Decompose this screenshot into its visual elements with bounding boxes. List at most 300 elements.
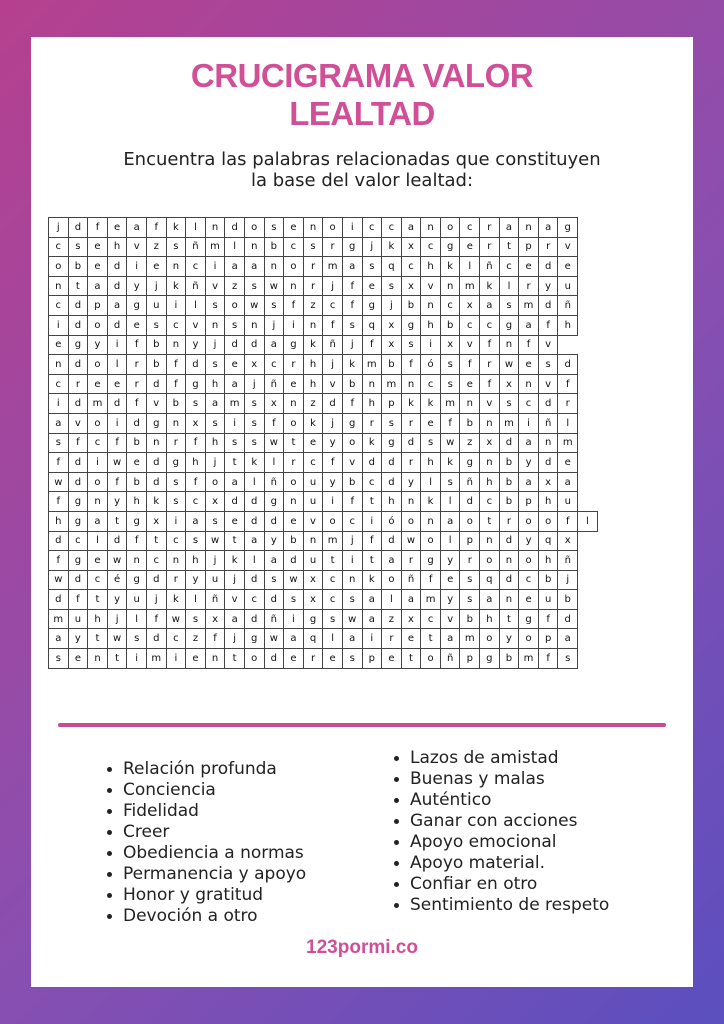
grid-cell[interactable]: d bbox=[68, 355, 88, 375]
grid-cell[interactable]: h bbox=[205, 433, 225, 453]
grid-cell[interactable]: m bbox=[88, 394, 108, 414]
grid-cell[interactable]: w bbox=[401, 531, 421, 551]
grid-cell[interactable]: l bbox=[558, 413, 578, 433]
grid-cell[interactable]: h bbox=[107, 237, 127, 257]
grid-cell[interactable]: c bbox=[323, 296, 343, 316]
grid-cell[interactable]: n bbox=[303, 531, 323, 551]
grid-cell[interactable]: c bbox=[244, 590, 264, 610]
grid-cell[interactable]: s bbox=[264, 296, 284, 316]
grid-cell[interactable]: j bbox=[323, 355, 343, 375]
grid-cell[interactable]: d bbox=[284, 551, 304, 571]
grid-cell[interactable]: x bbox=[538, 472, 558, 492]
grid-cell[interactable]: s bbox=[382, 276, 402, 296]
grid-cell[interactable]: d bbox=[382, 453, 402, 473]
grid-cell[interactable]: c bbox=[421, 609, 441, 629]
grid-cell[interactable]: a bbox=[107, 296, 127, 316]
grid-cell[interactable]: t bbox=[88, 590, 108, 610]
grid-cell[interactable]: e bbox=[421, 413, 441, 433]
grid-cell[interactable]: c bbox=[460, 218, 480, 238]
grid-cell[interactable]: n bbox=[303, 315, 323, 335]
grid-cell[interactable]: f bbox=[107, 472, 127, 492]
grid-cell[interactable]: ñ bbox=[186, 276, 206, 296]
grid-cell[interactable]: b bbox=[499, 472, 519, 492]
grid-cell[interactable]: g bbox=[480, 649, 500, 669]
grid-cell[interactable]: b bbox=[401, 296, 421, 316]
grid-cell[interactable]: k bbox=[342, 355, 362, 375]
grid-cell[interactable]: d bbox=[264, 511, 284, 531]
grid-cell[interactable]: d bbox=[499, 433, 519, 453]
grid-cell[interactable]: s bbox=[186, 394, 206, 414]
grid-cell[interactable]: ñ bbox=[205, 590, 225, 610]
grid-cell[interactable]: g bbox=[186, 374, 206, 394]
grid-cell[interactable]: i bbox=[166, 511, 186, 531]
grid-cell[interactable]: b bbox=[146, 335, 166, 355]
grid-cell[interactable]: o bbox=[382, 570, 402, 590]
grid-cell[interactable]: l bbox=[421, 472, 441, 492]
grid-cell[interactable]: a bbox=[480, 590, 500, 610]
grid-cell[interactable]: o bbox=[538, 511, 558, 531]
grid-cell[interactable]: w bbox=[166, 609, 186, 629]
grid-cell[interactable]: w bbox=[440, 433, 460, 453]
grid-cell[interactable]: j bbox=[558, 570, 578, 590]
grid-cell[interactable]: a bbox=[382, 551, 402, 571]
grid-cell[interactable]: g bbox=[342, 237, 362, 257]
grid-cell[interactable]: c bbox=[186, 492, 206, 512]
grid-cell[interactable]: m bbox=[323, 257, 343, 277]
grid-cell[interactable]: a bbox=[264, 335, 284, 355]
grid-cell[interactable]: o bbox=[342, 433, 362, 453]
grid-cell[interactable]: f bbox=[127, 531, 147, 551]
grid-cell[interactable]: ñ bbox=[460, 472, 480, 492]
grid-cell[interactable]: n bbox=[421, 296, 441, 316]
grid-cell[interactable]: s bbox=[460, 570, 480, 590]
grid-cell[interactable]: a bbox=[49, 413, 69, 433]
grid-cell[interactable]: t bbox=[284, 433, 304, 453]
grid-cell[interactable]: r bbox=[519, 276, 539, 296]
grid-cell[interactable]: k bbox=[421, 394, 441, 414]
grid-cell[interactable]: b bbox=[382, 355, 402, 375]
grid-cell[interactable]: j bbox=[382, 296, 402, 316]
grid-cell[interactable]: j bbox=[342, 531, 362, 551]
grid-cell[interactable]: s bbox=[264, 218, 284, 238]
grid-cell[interactable]: s bbox=[186, 609, 206, 629]
grid-cell[interactable]: d bbox=[107, 315, 127, 335]
grid-cell[interactable]: a bbox=[244, 531, 264, 551]
grid-cell[interactable]: e bbox=[88, 237, 108, 257]
grid-cell[interactable]: t bbox=[225, 531, 245, 551]
grid-cell[interactable]: f bbox=[342, 296, 362, 316]
grid-cell[interactable]: l bbox=[88, 531, 108, 551]
grid-cell[interactable]: d bbox=[244, 511, 264, 531]
grid-cell[interactable]: j bbox=[225, 629, 245, 649]
grid-cell[interactable]: ñ bbox=[323, 335, 343, 355]
grid-cell[interactable]: p bbox=[519, 237, 539, 257]
grid-cell[interactable]: d bbox=[68, 394, 88, 414]
grid-cell[interactable]: v bbox=[538, 374, 558, 394]
grid-cell[interactable]: e bbox=[284, 374, 304, 394]
grid-cell[interactable]: l bbox=[186, 296, 206, 316]
grid-cell[interactable]: g bbox=[166, 453, 186, 473]
grid-cell[interactable]: ñ bbox=[480, 257, 500, 277]
grid-cell[interactable]: x bbox=[401, 609, 421, 629]
grid-cell[interactable]: l bbox=[244, 551, 264, 571]
grid-cell[interactable]: ñ bbox=[440, 649, 460, 669]
grid-cell[interactable]: e bbox=[362, 276, 382, 296]
grid-cell[interactable]: g bbox=[146, 413, 166, 433]
grid-cell[interactable]: d bbox=[186, 355, 206, 375]
grid-cell[interactable]: s bbox=[558, 649, 578, 669]
grid-cell[interactable]: z bbox=[225, 276, 245, 296]
grid-cell[interactable]: n bbox=[519, 218, 539, 238]
grid-cell[interactable]: r bbox=[362, 413, 382, 433]
grid-cell[interactable]: f bbox=[538, 649, 558, 669]
grid-cell[interactable]: r bbox=[401, 551, 421, 571]
grid-cell[interactable]: m bbox=[558, 433, 578, 453]
grid-cell[interactable]: b bbox=[342, 374, 362, 394]
grid-cell[interactable]: l bbox=[264, 453, 284, 473]
grid-cell[interactable]: b bbox=[460, 609, 480, 629]
grid-cell[interactable]: j bbox=[342, 335, 362, 355]
grid-cell[interactable]: s bbox=[166, 237, 186, 257]
grid-cell[interactable]: d bbox=[146, 374, 166, 394]
grid-cell[interactable]: t bbox=[421, 629, 441, 649]
grid-cell[interactable]: k bbox=[146, 492, 166, 512]
grid-cell[interactable]: o bbox=[244, 649, 264, 669]
grid-cell[interactable]: e bbox=[146, 257, 166, 277]
grid-cell[interactable]: j bbox=[107, 609, 127, 629]
grid-cell[interactable]: j bbox=[49, 218, 69, 238]
grid-cell[interactable]: k bbox=[303, 413, 323, 433]
grid-cell[interactable]: n bbox=[88, 649, 108, 669]
grid-cell[interactable]: w bbox=[244, 296, 264, 316]
grid-cell[interactable]: d bbox=[558, 609, 578, 629]
grid-cell[interactable]: d bbox=[244, 570, 264, 590]
grid-cell[interactable]: y bbox=[440, 590, 460, 610]
grid-cell[interactable]: i bbox=[323, 492, 343, 512]
grid-cell[interactable]: g bbox=[127, 570, 147, 590]
grid-cell[interactable]: j bbox=[264, 315, 284, 335]
grid-cell[interactable]: y bbox=[519, 453, 539, 473]
grid-cell[interactable]: b bbox=[342, 472, 362, 492]
grid-cell[interactable]: a bbox=[284, 629, 304, 649]
grid-cell[interactable]: v bbox=[205, 276, 225, 296]
grid-cell[interactable]: z bbox=[303, 296, 323, 316]
grid-cell[interactable]: o bbox=[244, 218, 264, 238]
grid-cell[interactable]: t bbox=[107, 511, 127, 531]
grid-cell[interactable]: c bbox=[323, 570, 343, 590]
grid-cell[interactable]: f bbox=[127, 335, 147, 355]
grid-cell[interactable]: d bbox=[49, 531, 69, 551]
grid-cell[interactable]: r bbox=[166, 570, 186, 590]
grid-cell[interactable]: k bbox=[421, 492, 441, 512]
grid-cell[interactable]: c bbox=[166, 531, 186, 551]
grid-cell[interactable]: o bbox=[88, 355, 108, 375]
grid-cell[interactable]: f bbox=[342, 276, 362, 296]
grid-cell[interactable]: n bbox=[49, 355, 69, 375]
grid-cell[interactable]: x bbox=[303, 570, 323, 590]
grid-cell[interactable]: t bbox=[323, 551, 343, 571]
grid-cell[interactable]: d bbox=[538, 257, 558, 277]
grid-cell[interactable]: i bbox=[225, 413, 245, 433]
grid-cell[interactable]: f bbox=[186, 472, 206, 492]
grid-cell[interactable]: e bbox=[558, 453, 578, 473]
grid-cell[interactable]: w bbox=[264, 276, 284, 296]
grid-cell[interactable]: s bbox=[205, 413, 225, 433]
grid-cell[interactable]: d bbox=[538, 453, 558, 473]
grid-cell[interactable]: f bbox=[480, 335, 500, 355]
grid-cell[interactable]: e bbox=[284, 218, 304, 238]
grid-cell[interactable]: o bbox=[480, 551, 500, 571]
grid-cell[interactable]: z bbox=[382, 609, 402, 629]
grid-cell[interactable]: g bbox=[68, 492, 88, 512]
grid-cell[interactable]: m bbox=[225, 394, 245, 414]
grid-cell[interactable]: a bbox=[558, 472, 578, 492]
grid-cell[interactable]: o bbox=[323, 511, 343, 531]
grid-cell[interactable]: s bbox=[440, 472, 460, 492]
grid-cell[interactable]: w bbox=[107, 629, 127, 649]
grid-cell[interactable]: l bbox=[186, 218, 206, 238]
grid-cell[interactable]: a bbox=[342, 257, 362, 277]
grid-cell[interactable]: g bbox=[499, 315, 519, 335]
grid-cell[interactable]: b bbox=[538, 570, 558, 590]
grid-cell[interactable]: q bbox=[538, 531, 558, 551]
grid-cell[interactable]: l bbox=[186, 590, 206, 610]
grid-cell[interactable]: r bbox=[401, 453, 421, 473]
grid-cell[interactable]: u bbox=[303, 551, 323, 571]
grid-cell[interactable]: a bbox=[519, 315, 539, 335]
grid-cell[interactable]: o bbox=[284, 257, 304, 277]
grid-cell[interactable]: r bbox=[284, 453, 304, 473]
grid-cell[interactable]: y bbox=[186, 570, 206, 590]
grid-cell[interactable]: a bbox=[186, 511, 206, 531]
grid-cell[interactable]: k bbox=[440, 453, 460, 473]
grid-cell[interactable]: y bbox=[440, 551, 460, 571]
grid-cell[interactable]: ñ bbox=[264, 609, 284, 629]
grid-cell[interactable]: e bbox=[519, 355, 539, 375]
grid-cell[interactable]: s bbox=[342, 590, 362, 610]
grid-cell[interactable]: c bbox=[440, 296, 460, 316]
grid-cell[interactable]: a bbox=[264, 551, 284, 571]
grid-cell[interactable]: y bbox=[499, 629, 519, 649]
grid-cell[interactable]: g bbox=[519, 609, 539, 629]
grid-cell[interactable]: w bbox=[49, 472, 69, 492]
grid-cell[interactable]: h bbox=[421, 315, 441, 335]
grid-cell[interactable]: c bbox=[362, 472, 382, 492]
grid-cell[interactable]: y bbox=[107, 590, 127, 610]
grid-cell[interactable]: l bbox=[578, 511, 598, 531]
grid-cell[interactable]: q bbox=[303, 629, 323, 649]
grid-cell[interactable]: a bbox=[401, 590, 421, 610]
grid-cell[interactable]: l bbox=[382, 590, 402, 610]
grid-cell[interactable]: x bbox=[382, 335, 402, 355]
grid-cell[interactable]: ñ bbox=[401, 570, 421, 590]
grid-cell[interactable]: d bbox=[107, 257, 127, 277]
grid-cell[interactable]: f bbox=[88, 218, 108, 238]
grid-cell[interactable]: m bbox=[323, 531, 343, 551]
grid-cell[interactable]: s bbox=[421, 433, 441, 453]
grid-cell[interactable]: n bbox=[401, 492, 421, 512]
grid-cell[interactable]: d bbox=[49, 590, 69, 610]
grid-cell[interactable]: n bbox=[421, 511, 441, 531]
grid-cell[interactable]: s bbox=[205, 355, 225, 375]
grid-cell[interactable]: g bbox=[303, 609, 323, 629]
grid-cell[interactable]: i bbox=[127, 649, 147, 669]
grid-cell[interactable]: r bbox=[303, 276, 323, 296]
grid-cell[interactable]: e bbox=[107, 374, 127, 394]
grid-cell[interactable]: n bbox=[205, 315, 225, 335]
grid-cell[interactable]: f bbox=[49, 551, 69, 571]
grid-cell[interactable]: n bbox=[166, 413, 186, 433]
grid-cell[interactable]: k bbox=[401, 394, 421, 414]
grid-cell[interactable]: p bbox=[460, 649, 480, 669]
grid-cell[interactable]: n bbox=[166, 551, 186, 571]
grid-cell[interactable]: x bbox=[244, 355, 264, 375]
grid-cell[interactable]: r bbox=[480, 218, 500, 238]
grid-cell[interactable]: o bbox=[225, 296, 245, 316]
grid-cell[interactable]: w bbox=[499, 355, 519, 375]
grid-cell[interactable]: b bbox=[499, 453, 519, 473]
grid-cell[interactable]: s bbox=[244, 276, 264, 296]
grid-cell[interactable]: f bbox=[538, 315, 558, 335]
grid-cell[interactable]: x bbox=[499, 374, 519, 394]
grid-cell[interactable]: m bbox=[519, 296, 539, 316]
grid-cell[interactable]: z bbox=[146, 237, 166, 257]
grid-cell[interactable]: v bbox=[421, 276, 441, 296]
grid-cell[interactable]: n bbox=[244, 315, 264, 335]
grid-cell[interactable]: o bbox=[401, 511, 421, 531]
grid-cell[interactable]: f bbox=[68, 590, 88, 610]
grid-cell[interactable]: t bbox=[68, 276, 88, 296]
grid-cell[interactable]: l bbox=[225, 237, 245, 257]
grid-cell[interactable]: m bbox=[421, 590, 441, 610]
grid-cell[interactable]: y bbox=[88, 335, 108, 355]
grid-cell[interactable]: o bbox=[519, 629, 539, 649]
grid-cell[interactable]: r bbox=[480, 355, 500, 375]
grid-cell[interactable]: o bbox=[421, 649, 441, 669]
grid-cell[interactable]: c bbox=[460, 315, 480, 335]
grid-cell[interactable]: a bbox=[225, 609, 245, 629]
grid-cell[interactable]: e bbox=[323, 649, 343, 669]
grid-cell[interactable]: e bbox=[519, 590, 539, 610]
grid-cell[interactable]: w bbox=[205, 531, 225, 551]
grid-cell[interactable]: ñ bbox=[264, 374, 284, 394]
grid-cell[interactable]: c bbox=[49, 374, 69, 394]
grid-cell[interactable]: h bbox=[421, 453, 441, 473]
grid-cell[interactable]: o bbox=[440, 218, 460, 238]
grid-cell[interactable]: a bbox=[342, 629, 362, 649]
grid-cell[interactable]: b bbox=[264, 237, 284, 257]
grid-cell[interactable]: d bbox=[146, 629, 166, 649]
grid-cell[interactable]: e bbox=[88, 374, 108, 394]
grid-cell[interactable]: e bbox=[127, 315, 147, 335]
grid-cell[interactable]: g bbox=[244, 629, 264, 649]
grid-cell[interactable]: o bbox=[88, 472, 108, 492]
grid-cell[interactable]: g bbox=[68, 551, 88, 571]
grid-cell[interactable]: m bbox=[499, 413, 519, 433]
grid-cell[interactable]: n bbox=[284, 394, 304, 414]
grid-cell[interactable]: a bbox=[362, 590, 382, 610]
grid-cell[interactable]: w bbox=[264, 433, 284, 453]
grid-cell[interactable]: b bbox=[440, 315, 460, 335]
grid-cell[interactable]: s bbox=[382, 413, 402, 433]
grid-cell[interactable]: l bbox=[127, 609, 147, 629]
grid-cell[interactable]: ó bbox=[421, 355, 441, 375]
grid-cell[interactable]: d bbox=[68, 296, 88, 316]
grid-cell[interactable]: n bbox=[499, 551, 519, 571]
grid-cell[interactable]: c bbox=[303, 453, 323, 473]
grid-cell[interactable]: y bbox=[323, 472, 343, 492]
grid-cell[interactable]: w bbox=[264, 629, 284, 649]
grid-cell[interactable]: h bbox=[127, 492, 147, 512]
grid-cell[interactable]: n bbox=[127, 551, 147, 571]
grid-cell[interactable]: u bbox=[68, 609, 88, 629]
grid-cell[interactable]: d bbox=[264, 590, 284, 610]
grid-cell[interactable]: f bbox=[362, 531, 382, 551]
grid-cell[interactable]: v bbox=[480, 394, 500, 414]
grid-cell[interactable]: i bbox=[107, 413, 127, 433]
grid-cell[interactable]: f bbox=[362, 335, 382, 355]
grid-cell[interactable]: f bbox=[166, 355, 186, 375]
grid-cell[interactable]: f bbox=[558, 374, 578, 394]
grid-cell[interactable]: m bbox=[49, 609, 69, 629]
grid-cell[interactable]: c bbox=[499, 257, 519, 277]
grid-cell[interactable]: u bbox=[146, 296, 166, 316]
grid-cell[interactable]: c bbox=[284, 237, 304, 257]
grid-cell[interactable]: n bbox=[499, 590, 519, 610]
grid-cell[interactable]: i bbox=[107, 335, 127, 355]
grid-cell[interactable]: d bbox=[68, 472, 88, 492]
grid-cell[interactable]: v bbox=[186, 315, 206, 335]
grid-cell[interactable]: f bbox=[421, 570, 441, 590]
grid-cell[interactable]: z bbox=[460, 433, 480, 453]
grid-cell[interactable]: i bbox=[127, 257, 147, 277]
grid-cell[interactable]: a bbox=[225, 472, 245, 492]
grid-cell[interactable]: u bbox=[558, 276, 578, 296]
grid-cell[interactable]: v bbox=[146, 394, 166, 414]
grid-cell[interactable]: p bbox=[538, 629, 558, 649]
grid-cell[interactable]: v bbox=[127, 237, 147, 257]
grid-cell[interactable]: h bbox=[480, 472, 500, 492]
grid-cell[interactable]: b bbox=[460, 413, 480, 433]
grid-cell[interactable]: i bbox=[421, 335, 441, 355]
grid-cell[interactable]: f bbox=[186, 433, 206, 453]
grid-cell[interactable]: q bbox=[382, 257, 402, 277]
grid-cell[interactable]: e bbox=[88, 551, 108, 571]
grid-cell[interactable]: d bbox=[107, 276, 127, 296]
grid-cell[interactable]: o bbox=[519, 511, 539, 531]
grid-cell[interactable]: j bbox=[205, 551, 225, 571]
grid-cell[interactable]: c bbox=[519, 570, 539, 590]
grid-cell[interactable]: o bbox=[284, 472, 304, 492]
grid-cell[interactable]: f bbox=[440, 413, 460, 433]
grid-cell[interactable]: t bbox=[480, 511, 500, 531]
grid-cell[interactable]: y bbox=[68, 629, 88, 649]
grid-cell[interactable]: r bbox=[538, 237, 558, 257]
grid-cell[interactable]: b bbox=[499, 649, 519, 669]
grid-cell[interactable]: l bbox=[323, 629, 343, 649]
grid-cell[interactable]: o bbox=[284, 413, 304, 433]
grid-cell[interactable]: x bbox=[401, 276, 421, 296]
grid-cell[interactable]: ó bbox=[382, 511, 402, 531]
grid-cell[interactable]: c bbox=[166, 629, 186, 649]
grid-cell[interactable]: d bbox=[225, 492, 245, 512]
grid-cell[interactable]: s bbox=[460, 590, 480, 610]
grid-cell[interactable]: b bbox=[68, 257, 88, 277]
grid-cell[interactable]: x bbox=[382, 315, 402, 335]
grid-cell[interactable]: o bbox=[88, 315, 108, 335]
grid-cell[interactable]: l bbox=[107, 355, 127, 375]
grid-cell[interactable]: s bbox=[538, 355, 558, 375]
